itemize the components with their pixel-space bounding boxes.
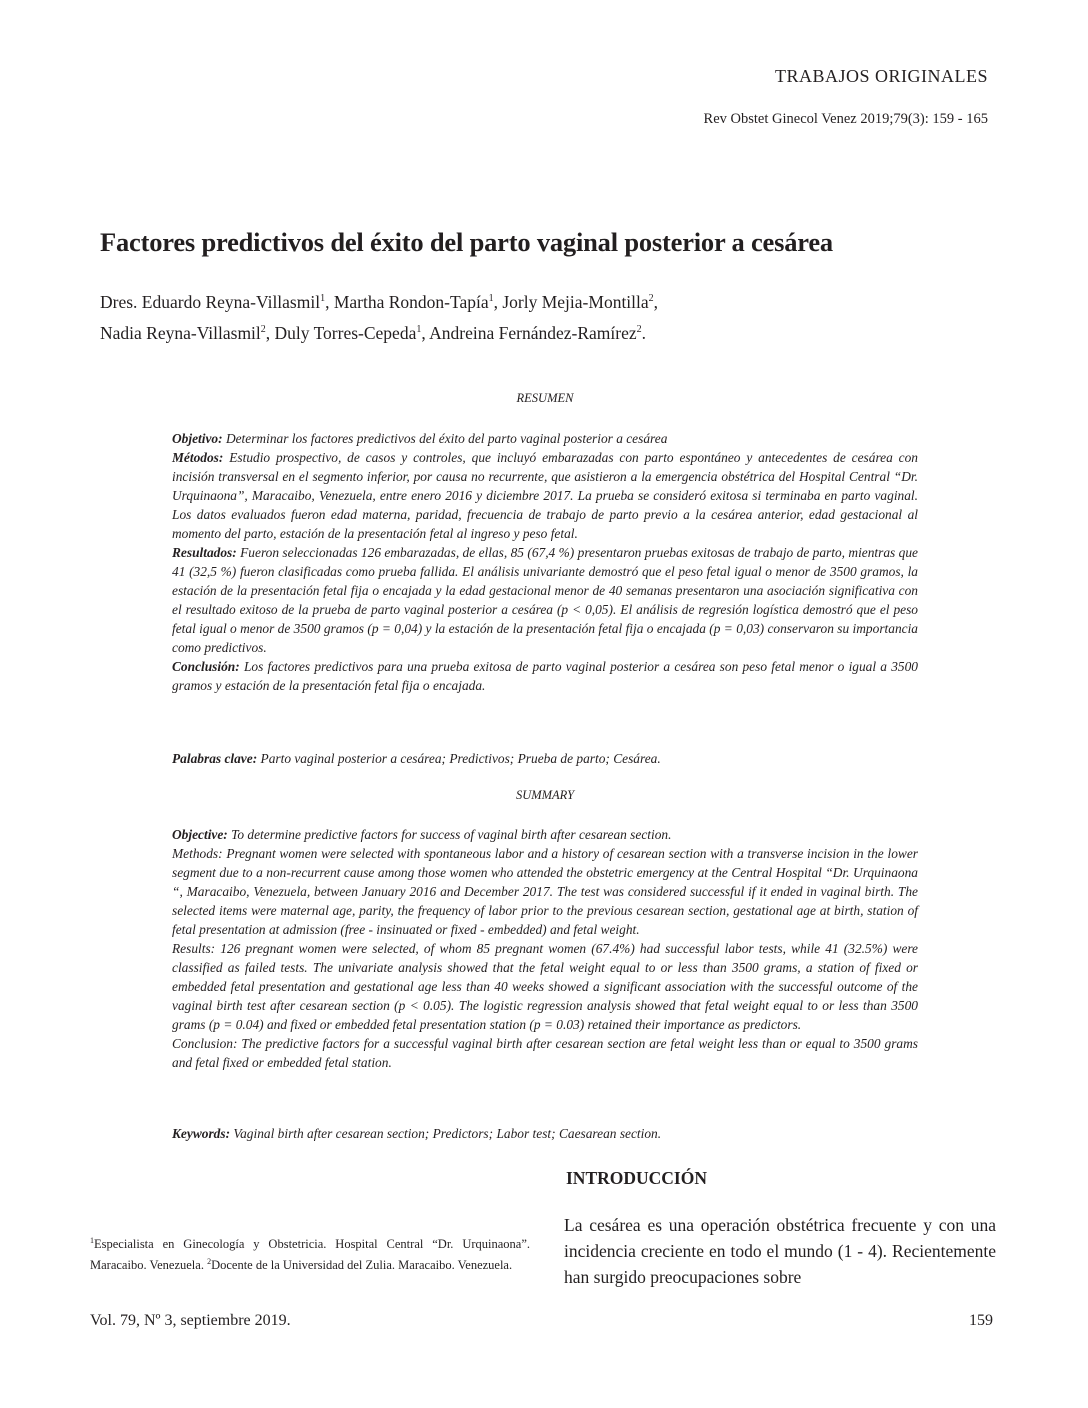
keywords-label: Keywords: bbox=[172, 1126, 231, 1141]
metodos-label: Métodos: bbox=[172, 450, 224, 465]
page-number: 159 bbox=[969, 1312, 993, 1329]
objective-label: Objective: bbox=[172, 827, 228, 842]
author-affiliation: 1 bbox=[320, 293, 326, 304]
resumen-body bbox=[172, 429, 918, 695]
footnote-text: Especialista en Ginecología y Obstetricia. Hospital Central “Dr. Urquinaona”. Maracaibo. Venezuela. bbox=[90, 1237, 530, 1273]
resumen-resultados bbox=[172, 543, 918, 657]
objective-text: To determine predictive factors for success of vaginal birth after cesarean section. bbox=[231, 827, 672, 842]
summary-conclusion: Conclusion: The predictive factors for a successful vaginal birth after cesarean section are fetal weight less than or equal to 3500 grams and fetal fixed or embedded fetal station. bbox=[172, 1036, 918, 1070]
introduction-heading: INTRODUCCIÓN bbox=[566, 1168, 707, 1188]
section-label: TRABAJOS ORIGINALES bbox=[774, 66, 988, 86]
author-affiliation: 2 bbox=[648, 293, 654, 304]
journal-citation: Rev Obstet Ginecol Venez 2019;79(3): 159 - 165 bbox=[703, 111, 988, 127]
article-title: Factores predictivos del éxito del parto vaginal posterior a cesárea bbox=[100, 227, 833, 257]
author-name: Jorly Mejia-Montilla bbox=[502, 291, 649, 312]
resumen-conclusion bbox=[172, 657, 918, 695]
author-name: Andreina Fernández-Ramírez bbox=[429, 322, 637, 343]
palabras-clave-label: Palabras clave: bbox=[172, 751, 258, 766]
palabras-clave-text: Parto vaginal posterior a cesárea; Predictivos; Prueba de parto; Cesárea. bbox=[260, 751, 661, 766]
author-affiliation: 2 bbox=[636, 323, 642, 335]
author-affiliation: 2 bbox=[260, 323, 266, 335]
footnote-text: Docente de la Universidad del Zulia. Maracaibo. Venezuela. bbox=[211, 1258, 513, 1273]
authors-prefix: Dres. bbox=[100, 291, 138, 312]
summary-objective bbox=[172, 825, 918, 844]
summary-heading: SUMMARY bbox=[515, 788, 575, 802]
resumen-metodos bbox=[172, 448, 918, 543]
objetivo-label: Objetivo: bbox=[172, 431, 223, 446]
objetivo-text: Determinar los factores predictivos del éxito del parto vaginal posterior a cesárea bbox=[225, 431, 668, 446]
summary-methods: Methods: Pregnant women were selected with spontaneous labor and a history of cesarean section with a transverse incision in the lower segment due to a non-recurrent cause among those women who attended the obstetric emergency at the Central Hospital “Dr. Urquinaona “, Maracaibo, Venezuela, between January 2016 and December 2017. The test was considered successful if it ended in vaginal birth. The selected items were maternal age, parity, the frequency of labor prior to the previous cesarean section, gestational age at birth, station of fetal presentation at admission (free - insinuated or fixed - embedded) and fetal weight. bbox=[172, 846, 918, 937]
resumen-heading: RESUMEN bbox=[516, 391, 574, 405]
conclusion-text: Los factores predictivos para una prueba exitosa de parto vaginal posterior a cesárea son peso fetal menor o igual a 3500 gramos y estación de la presentación fetal fija o encajada. bbox=[172, 659, 918, 693]
author-affiliation: 1 bbox=[488, 293, 494, 304]
summary-results: Results: 126 pregnant women were selected, of whom 85 pregnant women (67.4%) had successful labor tests, while 41 (32.5%) were classified as failed tests. The univariate analysis showed that the fetal weight equal to or less than 3500 grams, a station of fixed or embedded fetal presentation and gestational age less than 40 weeks showed a significant association with the successful outcome of the vaginal birth test after cesarean section (p < 0.05). The logistic regression analysis showed that fetal weight equal to or less than 3500 grams (p = 0.04) and fixed or embedded fetal presentation station (p = 0.03) retained their importance as predictors. bbox=[172, 941, 918, 1032]
keywords bbox=[172, 1124, 918, 1143]
author-list: Dres. Eduardo Reyna-Villasmil$^1$, Martha Rondon-Tapía$^1$, Jorly Mejia-Montilla$^2$, Nadia Reyna-Villasmil$^2$, Duly Torres-Cepeda$^1$, Andreina Fernández-Ramírez$^2$. bbox=[100, 291, 659, 343]
resumen-objetivo bbox=[172, 429, 918, 448]
keywords-text: Vaginal birth after cesarean section; Predictors; Labor test; Caesarean section. bbox=[233, 1126, 662, 1141]
conclusion-label: Conclusión: bbox=[172, 659, 240, 674]
palabras-clave bbox=[172, 749, 918, 768]
introduction-text: La cesárea es una operación obstétrica frecuente y con una incidencia creciente en todo el mundo (1 - 4). Recientemente han surgido preocupaciones sobre bbox=[564, 1215, 996, 1287]
summary-body bbox=[172, 825, 918, 1072]
affiliation-footnote bbox=[90, 1232, 530, 1274]
author-affiliation: 1 bbox=[416, 323, 422, 335]
author-name: Nadia Reyna-Villasmil bbox=[100, 322, 261, 343]
metodos-text: Estudio prospectivo, de casos y controles, que incluyó embarazadas con parto espontáneo y antecedentes de cesárea con incisión transversal en el segmento inferior, por causa no recurrente, que asistieron a la emergencia obstétrica del Hospital Central “Dr. Urquinaona”, Maracaibo, Venezuela, entre enero 2016 y diciembre 2017. La prueba se consideró exitosa si terminaba en parto vaginal. Los datos evaluados fueron edad materna, paridad, frecuencia de trabajo de parto previo a la cesárea anterior, edad gestacional al momento del parto, estación de la presentación fetal al ingreso y peso fetal. bbox=[172, 450, 918, 541]
author-name: Martha Rondon-Tapía bbox=[333, 291, 489, 312]
author-name: Eduardo Reyna-Villasmil bbox=[141, 291, 321, 312]
author-name: Duly Torres-Cepeda bbox=[274, 322, 417, 343]
footer-issue: Vol. 79, Nº 3, septiembre 2019. bbox=[90, 1312, 291, 1329]
footnote-mark: 1 bbox=[90, 1236, 94, 1245]
resultados-text: Fueron seleccionadas 126 embarazadas, de ellas, 85 (67,4 %) presentaron pruebas exitosas de trabajo de parto, mientras que 41 (32,5 %) fueron clasificadas como prueba fallida. El análisis univariante demostró que el peso fetal igual o menor de 3500 gramos, la estación de la presentación fetal fija o encajada y la edad gestacional menor de 40 semanas presentaron una asociación significativa con el resultado exitoso de la prueba de parto vaginal posterior a cesárea (p < 0,05). El análisis de regresión logística demostró que el peso fetal igual o menor de 3500 gramos (p = 0,04) y la estación de la presentación fetal fija o encajada (p = 0,03) conservaron su importancia como predictivos. bbox=[172, 545, 918, 655]
resultados-label: Resultados: bbox=[172, 545, 237, 560]
footnote-mark: 2 bbox=[207, 1257, 212, 1267]
